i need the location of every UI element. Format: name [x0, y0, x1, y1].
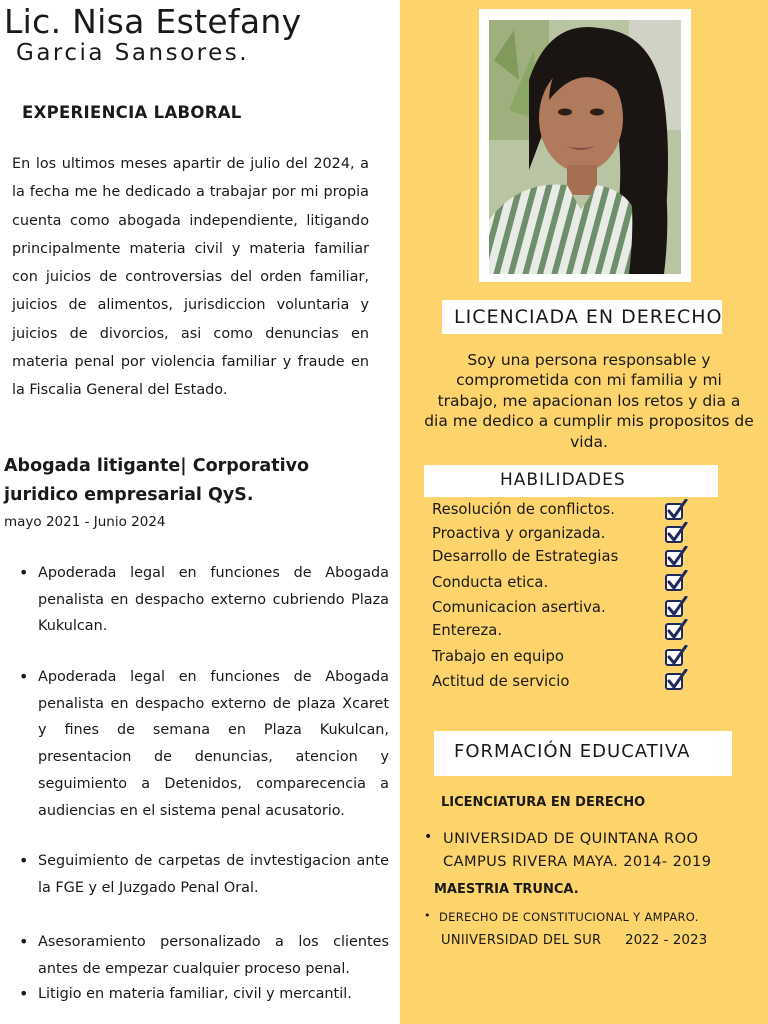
checkbox-checked-icon — [664, 546, 688, 568]
checkbox-checked-icon — [664, 596, 688, 618]
name-line-2: Garcia Sansores. — [16, 40, 250, 66]
checkbox-checked-icon — [664, 570, 688, 592]
skill-item: Resolución de conflictos. — [432, 501, 615, 518]
list-item: • Apoderada legal en funciones de Abogada penalista en despacho externo de plaza Xcaret y fines de semana en Plaza Kukulcan, presentacion de denuncias, atencion y seguimiento a Detenidos, comparecencia a audiencias en el sistema penal acusatorio. — [38, 664, 389, 824]
skill-item: Proactiva y organizada. — [432, 525, 606, 542]
photo-frame — [479, 9, 691, 282]
skill-item: Comunicacion asertiva. — [432, 599, 606, 616]
degree-1-title: LICENCIATURA EN DERECHO — [441, 795, 646, 810]
checkbox-checked-icon — [664, 669, 688, 691]
list-item: • Litigio en materia familiar, civil y mercantil. — [38, 981, 389, 1008]
profile-summary: Soy una persona responsable y comprometida con mi familia y mi trabajo, me apacionan los retos y dia a dia me dedico a cumplir mis propositos de vida. — [424, 351, 754, 451]
degree-1-school: UNIVERSIDAD DE QUINTANA ROO — [443, 830, 699, 847]
checkbox-checked-icon — [664, 499, 688, 521]
degree-2-program: DERECHO DE CONSTITUCIONAL Y AMPARO. — [439, 910, 699, 924]
skills-heading-box — [424, 465, 718, 497]
list-item: • Asesoramiento personalizado a los clientes antes de empezar cualquier proceso penal. — [38, 929, 389, 982]
list-item: • Seguimiento de carpetas de invtestigacion ante la FGE y el Juzgado Penal Oral. — [38, 848, 389, 901]
profile-photo — [489, 20, 681, 274]
degree-1-campus: CAMPUS RIVERA MAYA. 2014- 2019 — [443, 853, 712, 870]
degree-2-title: MAESTRIA TRUNCA. — [434, 882, 579, 897]
skill-item: Desarrollo de Estrategias — [432, 548, 619, 565]
list-item: • Apoderada legal en funciones de Abogada penalista en despacho externo cubriendo Plaza Kukulcan. — [38, 560, 389, 640]
checkbox-checked-icon — [664, 522, 688, 544]
bullet-icon: • — [424, 909, 431, 922]
education-heading-box — [434, 731, 732, 776]
degree-2-years: 2022 - 2023 — [625, 932, 708, 948]
skill-item: Actitud de servicio — [432, 673, 570, 690]
job-dates: mayo 2021 - Junio 2024 — [4, 514, 166, 530]
experience-heading: EXPERIENCIA LABORAL — [22, 103, 242, 122]
checkbox-checked-icon — [664, 619, 688, 641]
checkbox-checked-icon — [664, 645, 688, 667]
profile-title-box — [442, 300, 722, 334]
skill-item: Entereza. — [432, 622, 503, 639]
profile-title: LICENCIADA EN DERECHO — [454, 306, 723, 328]
bullet-icon: • — [424, 829, 433, 845]
education-heading: FORMACIÓN EDUCATIVA — [454, 741, 691, 762]
skill-item: Conducta etica. — [432, 574, 549, 591]
degree-2-school: UNIIVERSIDAD DEL SUR — [441, 933, 602, 948]
skill-item: Trabajo en equipo — [432, 648, 564, 665]
job-title: Abogada litigante| Corporativo juridico empresarial QyS. — [4, 456, 310, 505]
skills-heading: HABILIDADES — [500, 470, 626, 490]
name-line-1: Lic. Nisa Estefany — [4, 2, 302, 41]
experience-paragraph: En los ultimos meses apartir de julio del 2024, a la fecha me he dedicado a trabajar por mi propia cuenta como abogada independiente, litigando principalmente materia civil y materia familiar con juicios de controversias del orden familiar, juicios de alimentos, jurisdiccion voluntaria y juicios de divorcios, asi como denuncias en materia penal por violencia familiar y fraude en la Fiscalia General del Estado. — [12, 156, 369, 399]
